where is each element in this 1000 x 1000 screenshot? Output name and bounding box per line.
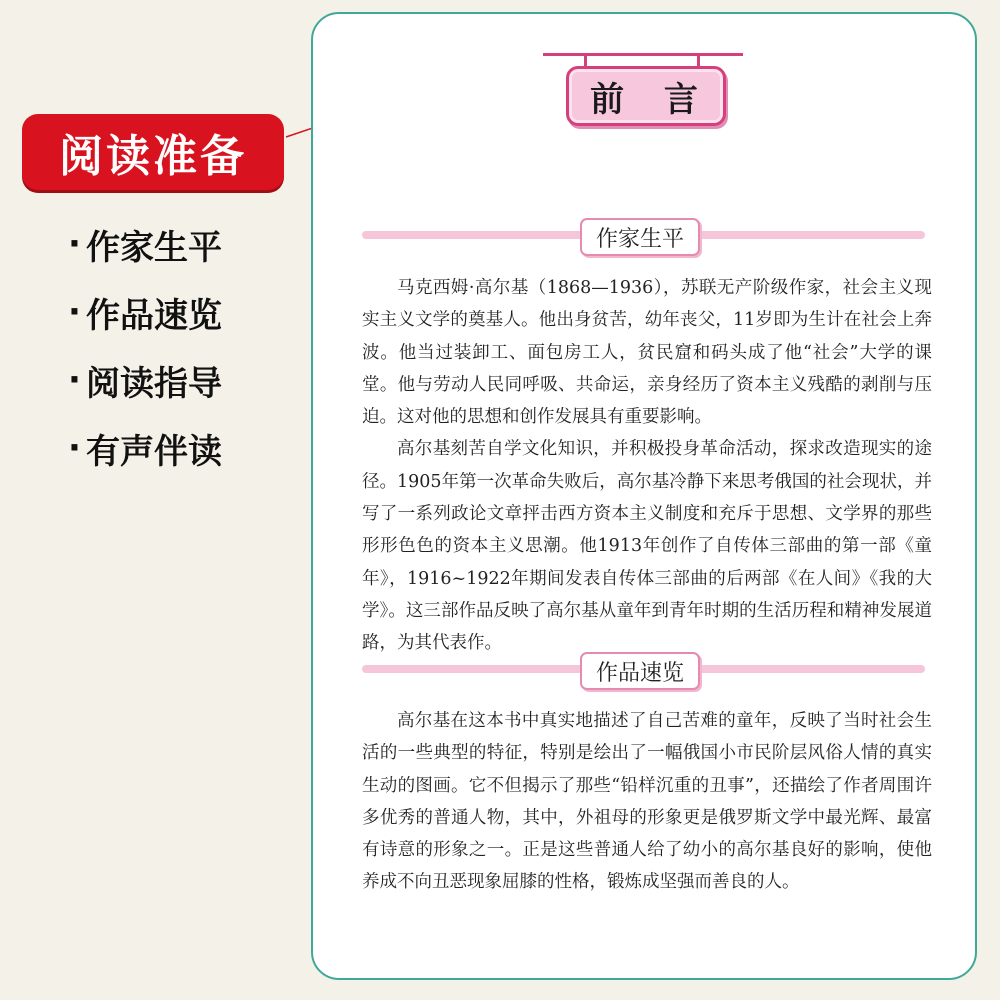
bullet: · bbox=[68, 360, 81, 400]
feature-label: 阅读指导 bbox=[86, 363, 222, 404]
bullet: · bbox=[68, 292, 81, 332]
paragraph: 马克西姆·高尔基（1868—1936），苏联无产阶级作家，社会主义现实主义文学的奠基人。他出身贫苦，幼年丧父，11岁即为生计在社会上奔波。他当过装卸工、面包房工人，贫民窟和码头成了他“社会”大学的课堂。他与劳动人民同呼吸、共命运，亲身经历了资本主义残酷的剥削与压迫。这对他的思想和创作发展具有重要影响。 bbox=[362, 278, 932, 428]
reading-prep-badge: 阅读准备 bbox=[22, 114, 284, 190]
paragraph: 高尔基刻苦自学文化知识，并积极投身革命活动，探求改造现实的途径。1905年第一次革命失败后，高尔基冷静下来思考俄国的社会现状，并写了一系列政论文章抨击西方资本主义制度和充斥于思想、文学界的那些形形色色的资本主义思潮。他1913年创作了自传体三部曲的第一部《童年》，1916~1922年期间发表自传体三部曲的后两部《在人间》《我的大学》。这三部作品反映了高尔基从童年到青年时期的生活历程和精神发展道路，为其代表作。 bbox=[362, 439, 932, 654]
section-body-author-life bbox=[362, 272, 932, 660]
feature-label: 作品速览 bbox=[86, 295, 222, 336]
section-heading-work-overview: 作品速览 bbox=[580, 652, 700, 690]
feature-label: 作家生平 bbox=[86, 227, 222, 268]
feature-item bbox=[68, 210, 222, 278]
feature-item bbox=[68, 278, 222, 346]
feature-item bbox=[68, 414, 222, 482]
section-heading-author-life: 作家生平 bbox=[580, 218, 700, 256]
page-title: 前 言 bbox=[566, 66, 726, 126]
title-hanger-bar bbox=[543, 53, 743, 56]
paragraph: 高尔基在这本书中真实地描述了自己苦难的童年，反映了当时社会生活的一些典型的特征，特别是绘出了一幅俄国小市民阶层风俗人情的真实生动的图画。它不但揭示了那些“铅样沉重的丑事”，还描绘了作者周围许多优秀的普通人物，其中，外祖母的形象更是俄罗斯文学中最光辉、最富有诗意的形象之一。正是这些普通人给了幼小的高尔基良好的影响，使他养成不向丑恶现象屈膝的性格，锻炼成坚强而善良的人。 bbox=[362, 711, 932, 893]
feature-label: 有声伴读 bbox=[86, 431, 222, 472]
bullet: · bbox=[68, 224, 81, 264]
section-body-work-overview bbox=[362, 705, 932, 899]
bullet: · bbox=[68, 428, 81, 468]
feature-list bbox=[68, 210, 222, 482]
feature-item bbox=[68, 346, 222, 414]
